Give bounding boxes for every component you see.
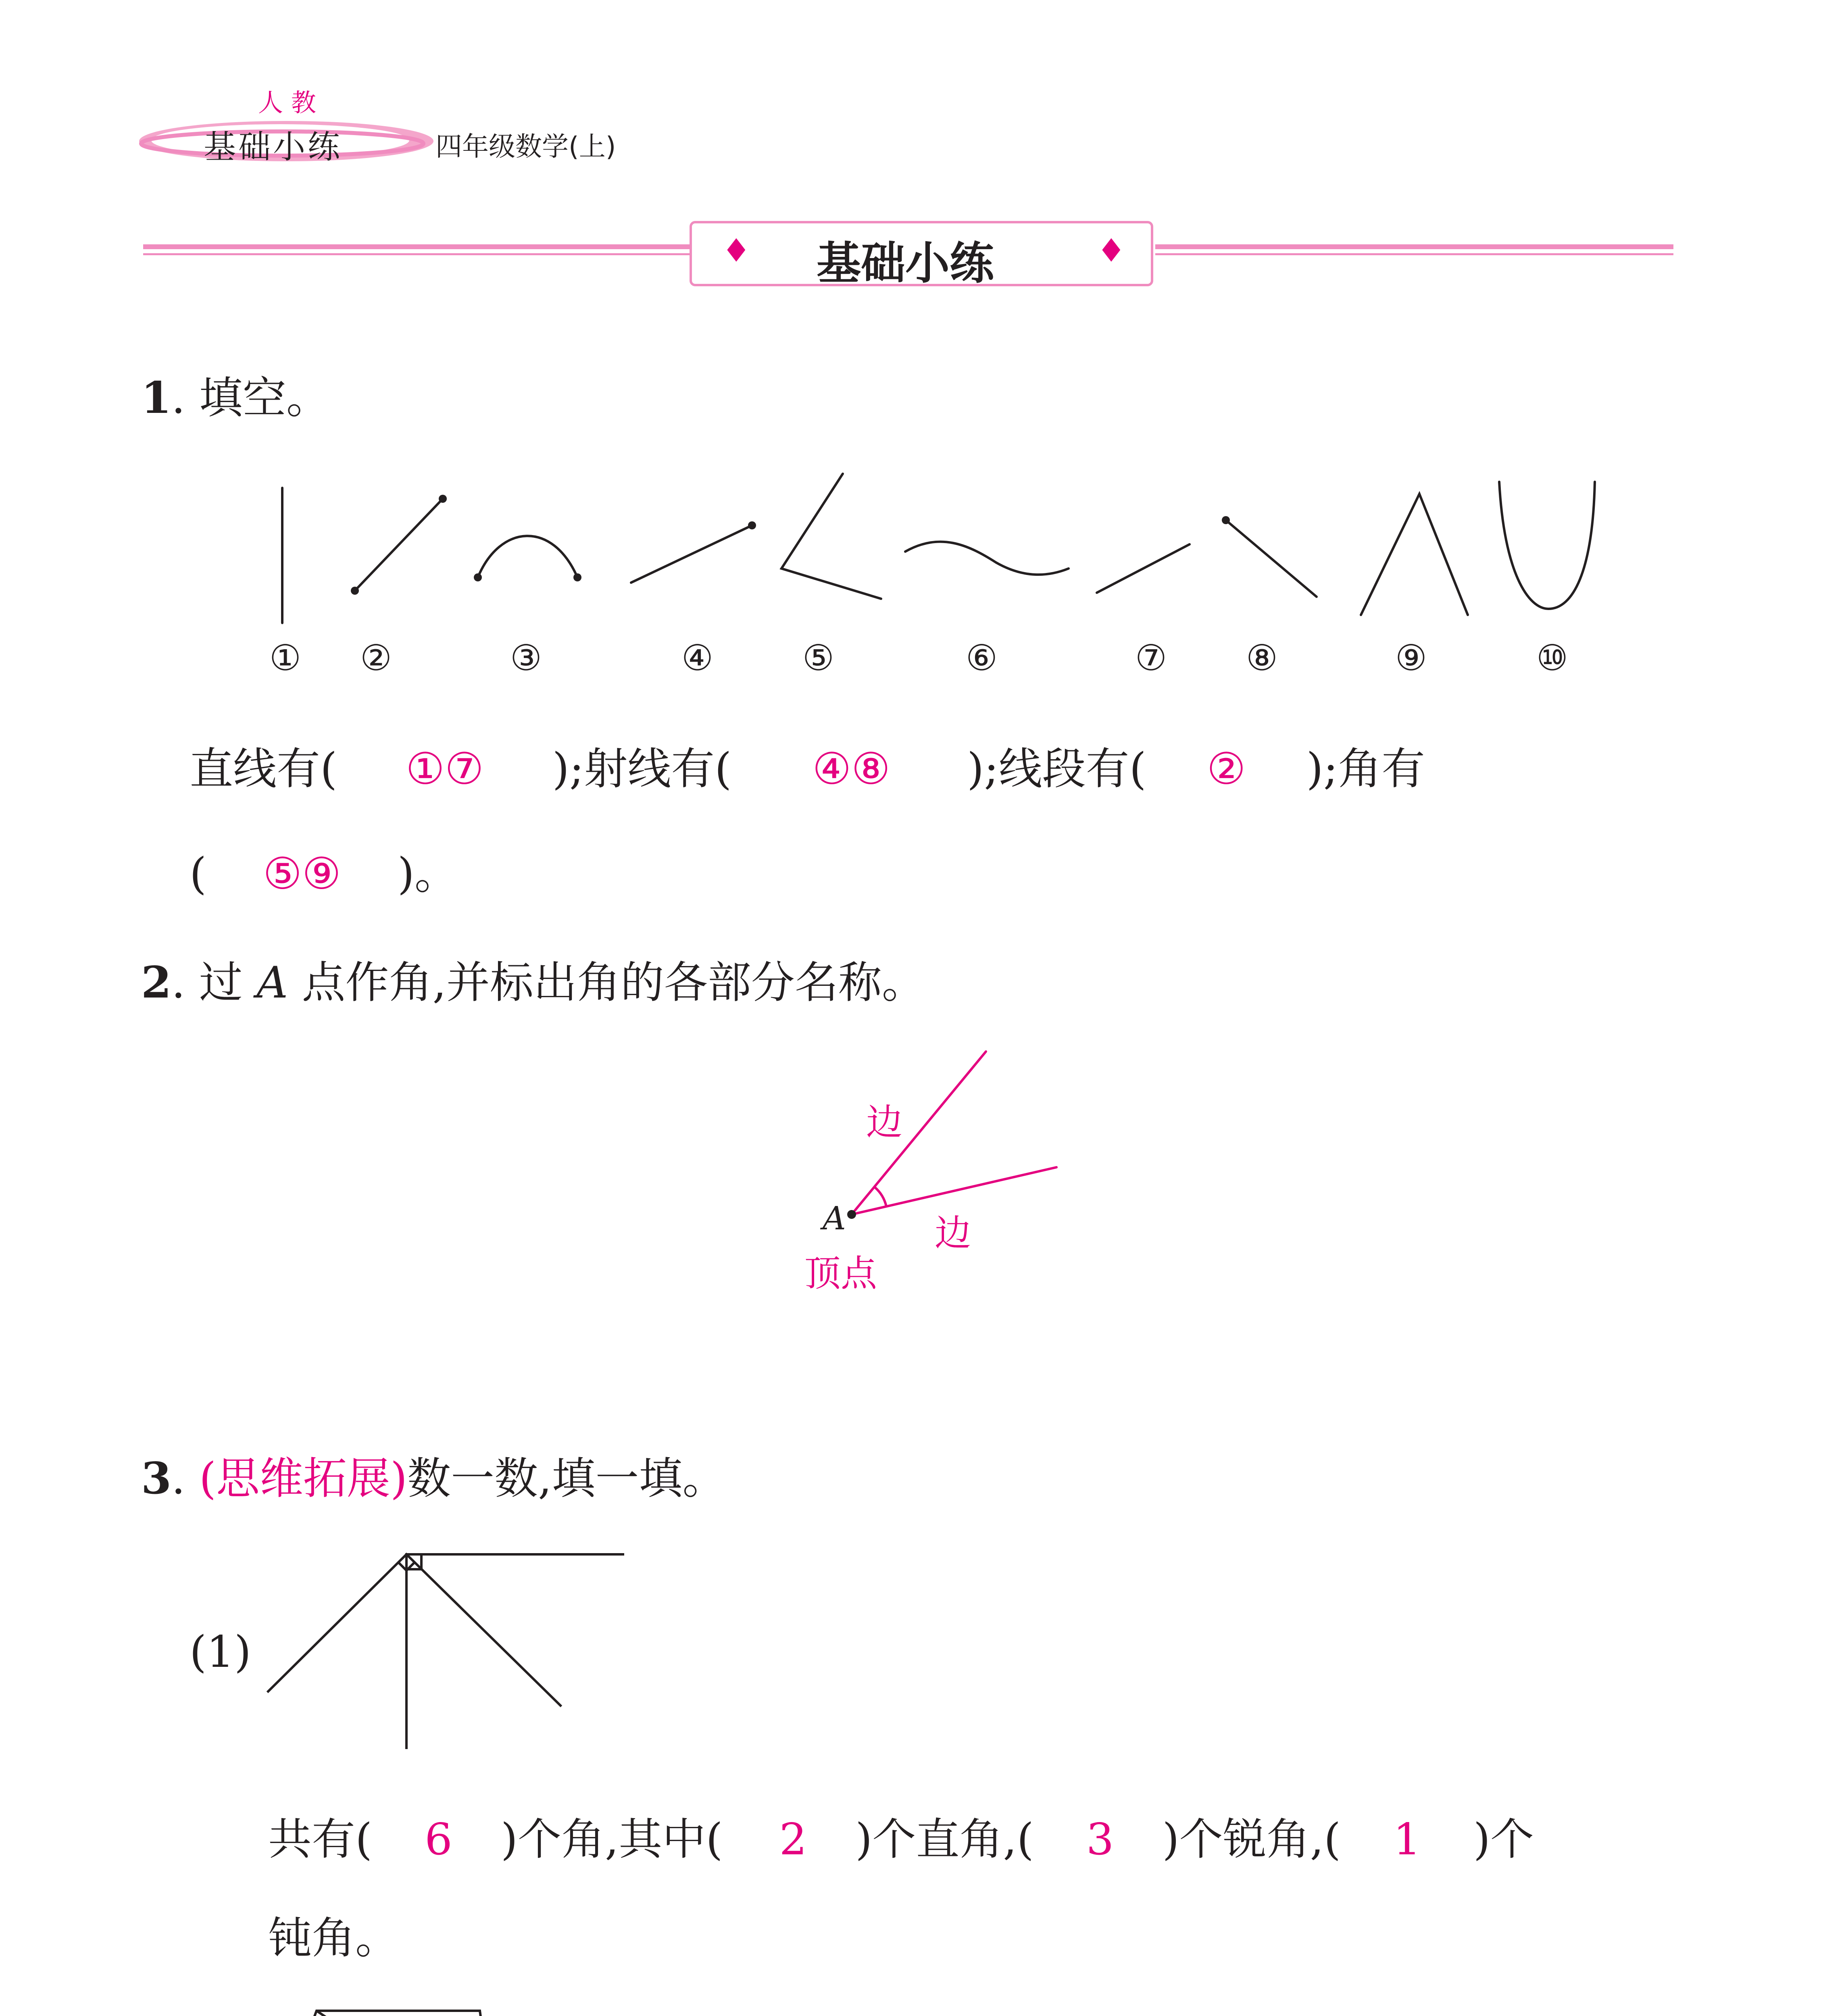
figure-label-7: ⑦ bbox=[1135, 637, 1167, 679]
figure-label-1: ① bbox=[269, 637, 301, 679]
q2-prompt-before: 过 bbox=[199, 958, 243, 1008]
figure-label-4: ④ bbox=[681, 637, 713, 679]
side-label-upper: 边 bbox=[866, 1101, 902, 1143]
q2-number: 2 bbox=[141, 957, 172, 1008]
answer-obtuse-angles: 1 bbox=[1393, 1814, 1421, 1865]
text: )个锐角,( bbox=[1162, 1814, 1341, 1865]
vertex-label: 顶点 bbox=[804, 1252, 877, 1295]
q2-prompt-var: A bbox=[256, 958, 288, 1008]
text: )个直角,( bbox=[855, 1814, 1034, 1865]
text: 直线有( bbox=[190, 744, 338, 794]
q2-heading: 2. 过 A 点作角,并标出角的各部分名称。 bbox=[141, 957, 925, 1008]
text: )。 bbox=[397, 849, 458, 899]
answer-acute-angles: 3 bbox=[1086, 1814, 1114, 1865]
answer-segments: ② bbox=[1206, 744, 1246, 794]
q3-part1-label: (1) bbox=[190, 1627, 251, 1677]
figure-label-3: ③ bbox=[510, 637, 542, 679]
figure-label-8: ⑧ bbox=[1246, 637, 1278, 679]
answer-rays: ④⑧ bbox=[812, 744, 891, 794]
q3-tag: (思维拓展) bbox=[199, 1454, 408, 1504]
text: );角有 bbox=[1306, 744, 1425, 794]
figure-label-5: ⑤ bbox=[802, 637, 834, 679]
figure-label-9: ⑨ bbox=[1395, 637, 1427, 679]
text: 共有( bbox=[268, 1814, 373, 1865]
q3-prompt: 数一数,填一填。 bbox=[407, 1454, 726, 1504]
diamond-icon: ♦ bbox=[1097, 232, 1126, 269]
text: )个 bbox=[1473, 1814, 1534, 1865]
q1-number: 1 bbox=[141, 373, 172, 423]
answer-total-angles: 6 bbox=[425, 1814, 452, 1865]
figure-label-10: ⑩ bbox=[1536, 637, 1568, 679]
header-publisher: 人 教 bbox=[258, 88, 316, 117]
text: );射线有( bbox=[552, 744, 732, 794]
answer-lines: ①⑦ bbox=[406, 744, 484, 794]
text: )个角,其中( bbox=[500, 1814, 723, 1865]
q2-prompt-after: 点作角,并标出角的各部分名称。 bbox=[302, 958, 925, 1008]
figure-label-6: ⑥ bbox=[966, 637, 998, 679]
q3-number: 3 bbox=[141, 1453, 172, 1504]
answer-angles: ⑤⑨ bbox=[263, 849, 341, 899]
q1-prompt: 填空。 bbox=[199, 373, 330, 423]
side-label-lower: 边 bbox=[935, 1212, 971, 1254]
q3-part1-answer-line-2: 钝角。 bbox=[268, 1913, 399, 1964]
q1-heading: 1. 填空。 bbox=[141, 373, 330, 423]
answer-right-angles: 2 bbox=[779, 1814, 807, 1865]
header-series: 基础小练 bbox=[204, 128, 342, 166]
text: );线段有( bbox=[967, 744, 1146, 794]
text: ( bbox=[190, 849, 207, 899]
point-a-label: A bbox=[823, 1200, 846, 1237]
q3-heading: 3. (思维拓展)数一数,填一填。 bbox=[141, 1453, 726, 1504]
diamond-icon: ♦ bbox=[722, 232, 751, 269]
section-title: 基础小练 bbox=[817, 237, 994, 289]
trapezoid bbox=[271, 2011, 497, 2016]
header-book-title: 四年级数学(上) bbox=[435, 131, 616, 162]
figure-label-2: ② bbox=[360, 637, 392, 679]
